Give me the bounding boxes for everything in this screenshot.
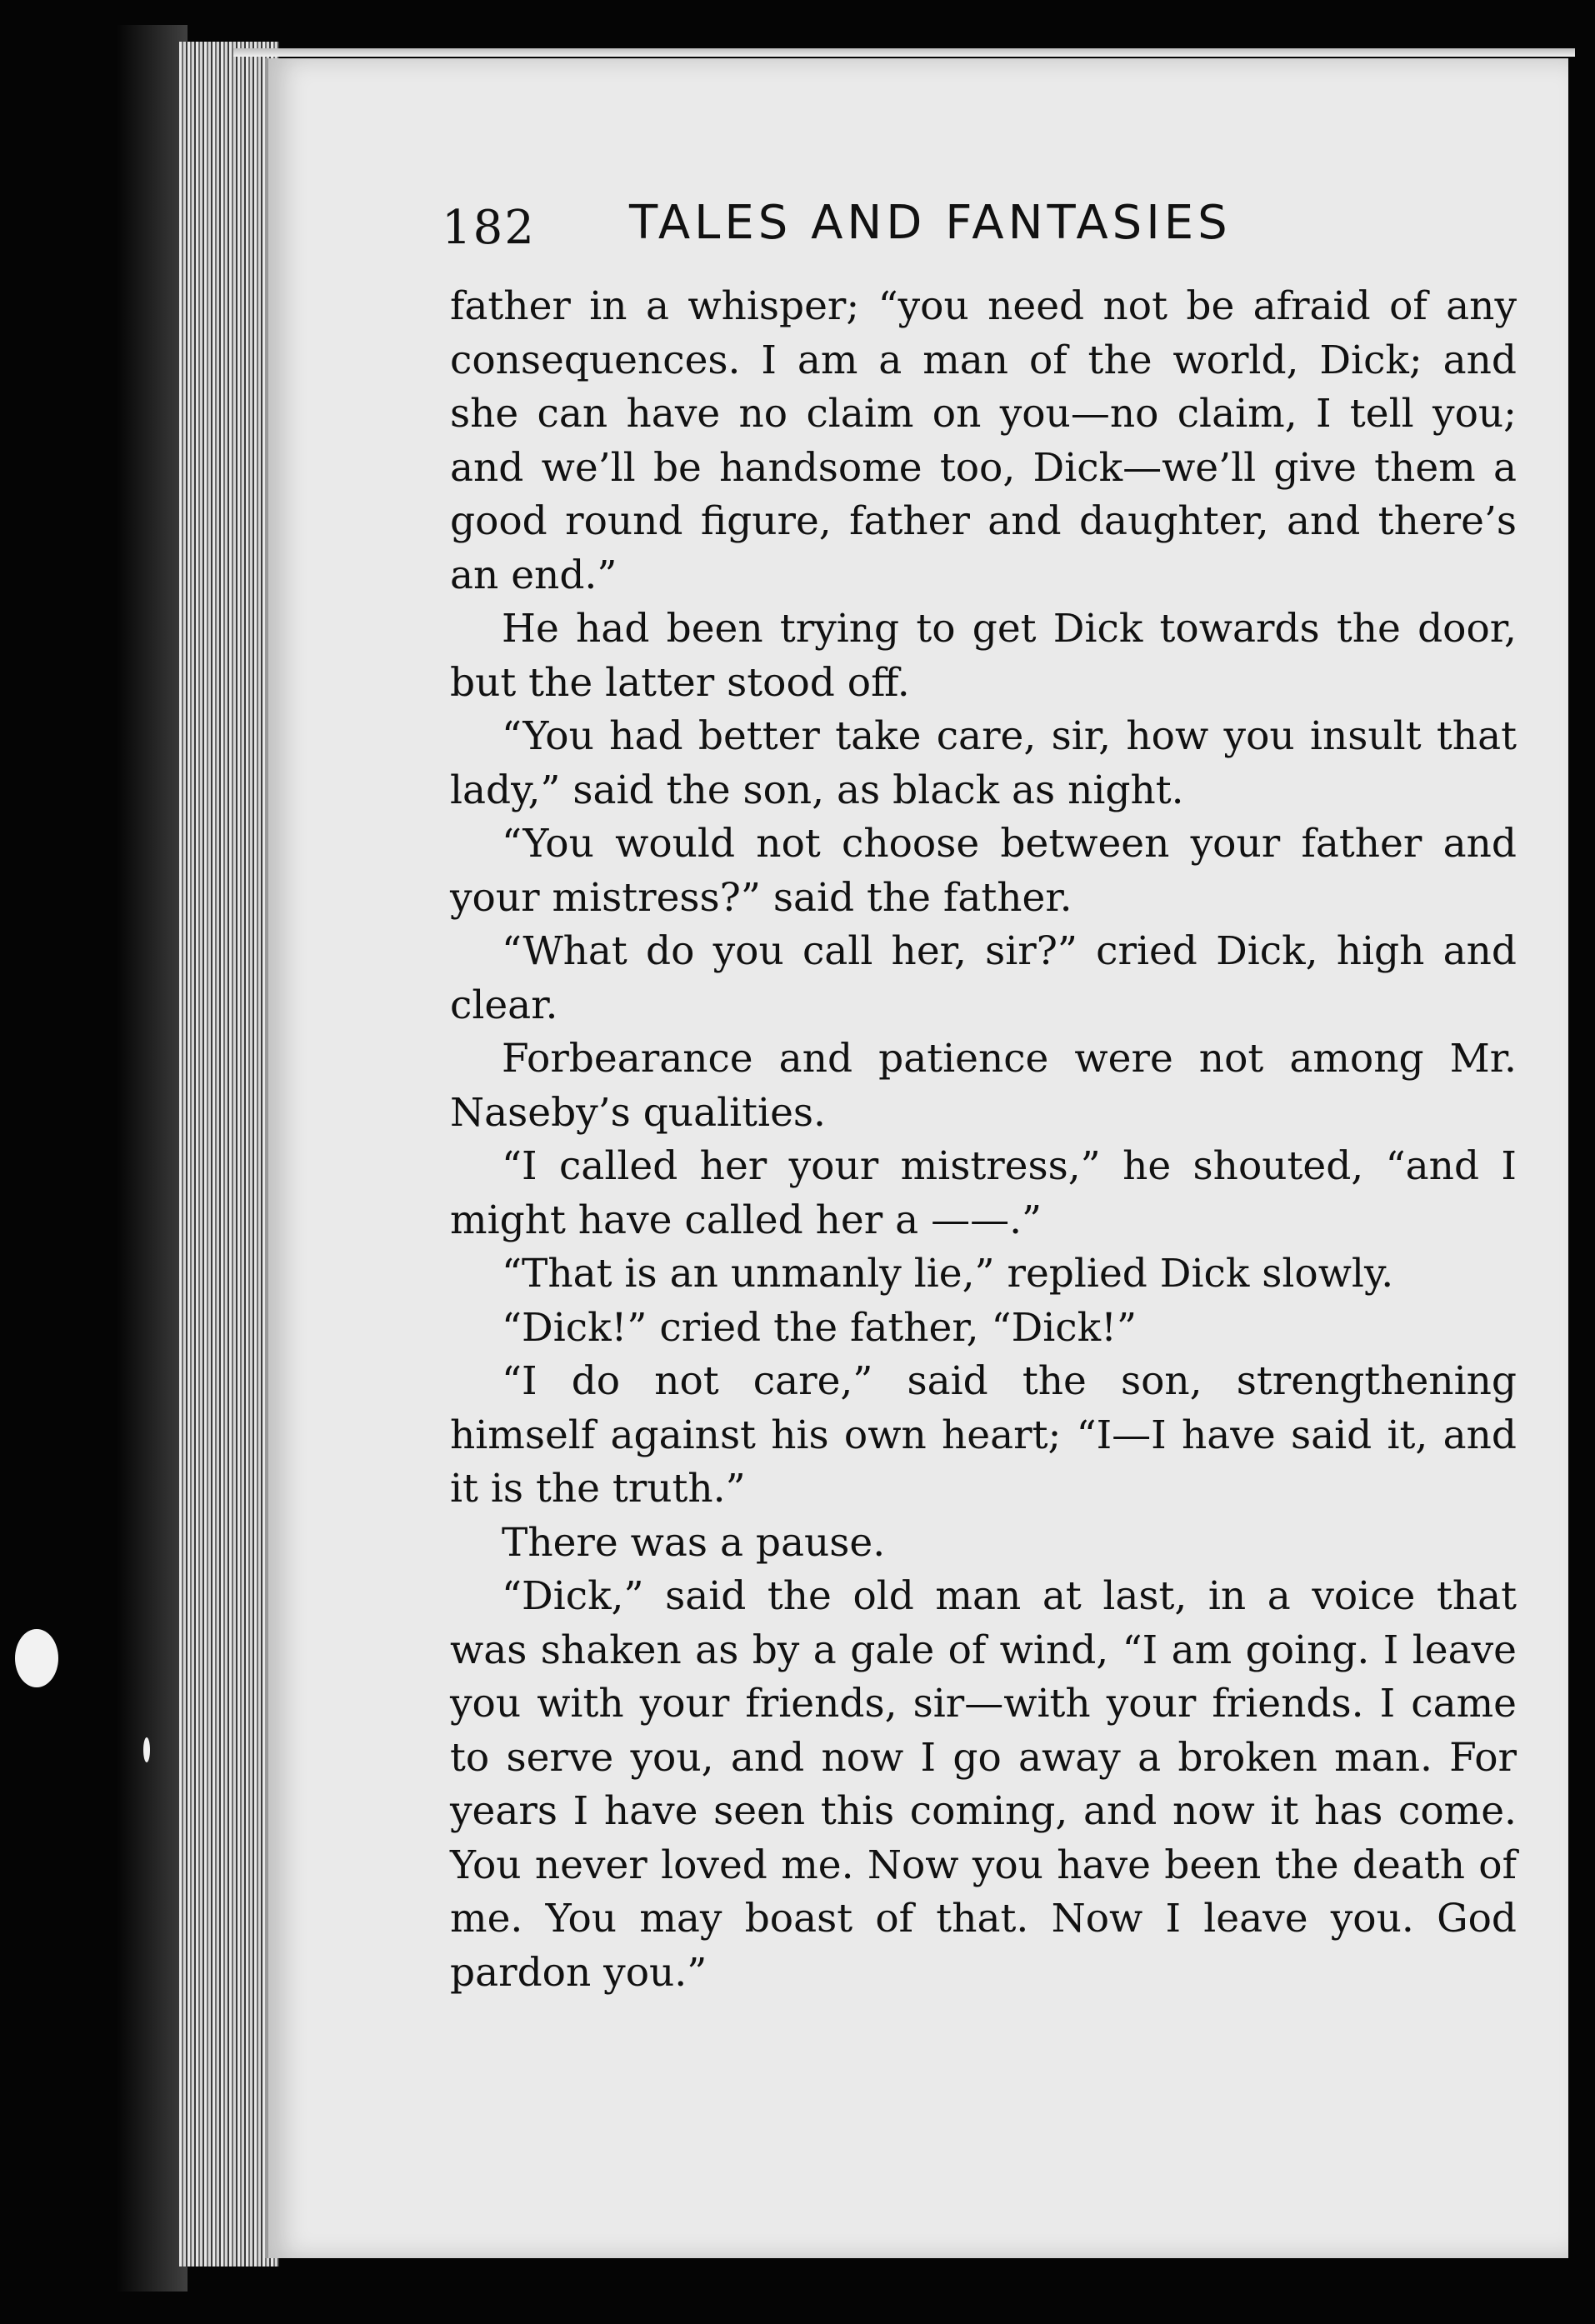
scan-speck <box>143 1737 150 1762</box>
paragraph: “You had better take care, sir, how you insult that lady,” said the son, as black as night. <box>450 713 1517 813</box>
page-header <box>442 196 1525 271</box>
book-spine-shadow <box>117 25 188 2292</box>
paragraph: “What do you call her, sir?” cried Dick, high and clear. <box>450 928 1517 1028</box>
body-text <box>450 280 1517 2000</box>
running-title: TALES AND FANTASIES <box>629 196 1232 250</box>
top-page-edge <box>233 48 1575 57</box>
paragraph: “Dick,” said the old man at last, in a voice that was shaken as by a gale of wind, “I am going. I leave you with your friends, sir—with your friends. I came to serve you, and now I go away a broken man. For years I have seen this coming, and now it has come. You never loved me. Now you have been the death of me. You may boast of that. Now I leave you. God pardon you.” <box>450 1573 1517 1996</box>
page-edges <box>179 42 279 2267</box>
paragraph: He had been trying to get Dick towards the door, but the latter stood off. <box>450 606 1517 706</box>
paragraph: Forbearance and patience were not among Mr. Naseby’s qualities. <box>450 1036 1517 1136</box>
paragraph: “You would not choose between your father and your mistress?” said the father. <box>450 821 1517 921</box>
paragraph: father in a whisper; “you need not be afraid of any consequences. I am a man of the world, Dick; and she can have no claim on you—no claim, I tell you; and we’ll be handsome too, Dick—we’ll give them a good round figure, father and daughter, and there’s an end.” <box>450 283 1517 598</box>
paragraph: “I called her your mistress,” he shouted, “and I might have called her a ——.” <box>450 1143 1517 1243</box>
page-number: 182 <box>442 201 536 255</box>
scan-speck <box>15 1629 58 1687</box>
paragraph: “That is an unmanly lie,” replied Dick slowly. <box>502 1251 1394 1297</box>
paragraph: There was a pause. <box>502 1519 886 1566</box>
paragraph: “I do not care,” said the son, strengthening himself against his own heart; “I—I have said it, and it is the truth.” <box>450 1358 1517 1512</box>
paragraph: “Dick!” cried the father, “Dick!” <box>502 1304 1138 1351</box>
